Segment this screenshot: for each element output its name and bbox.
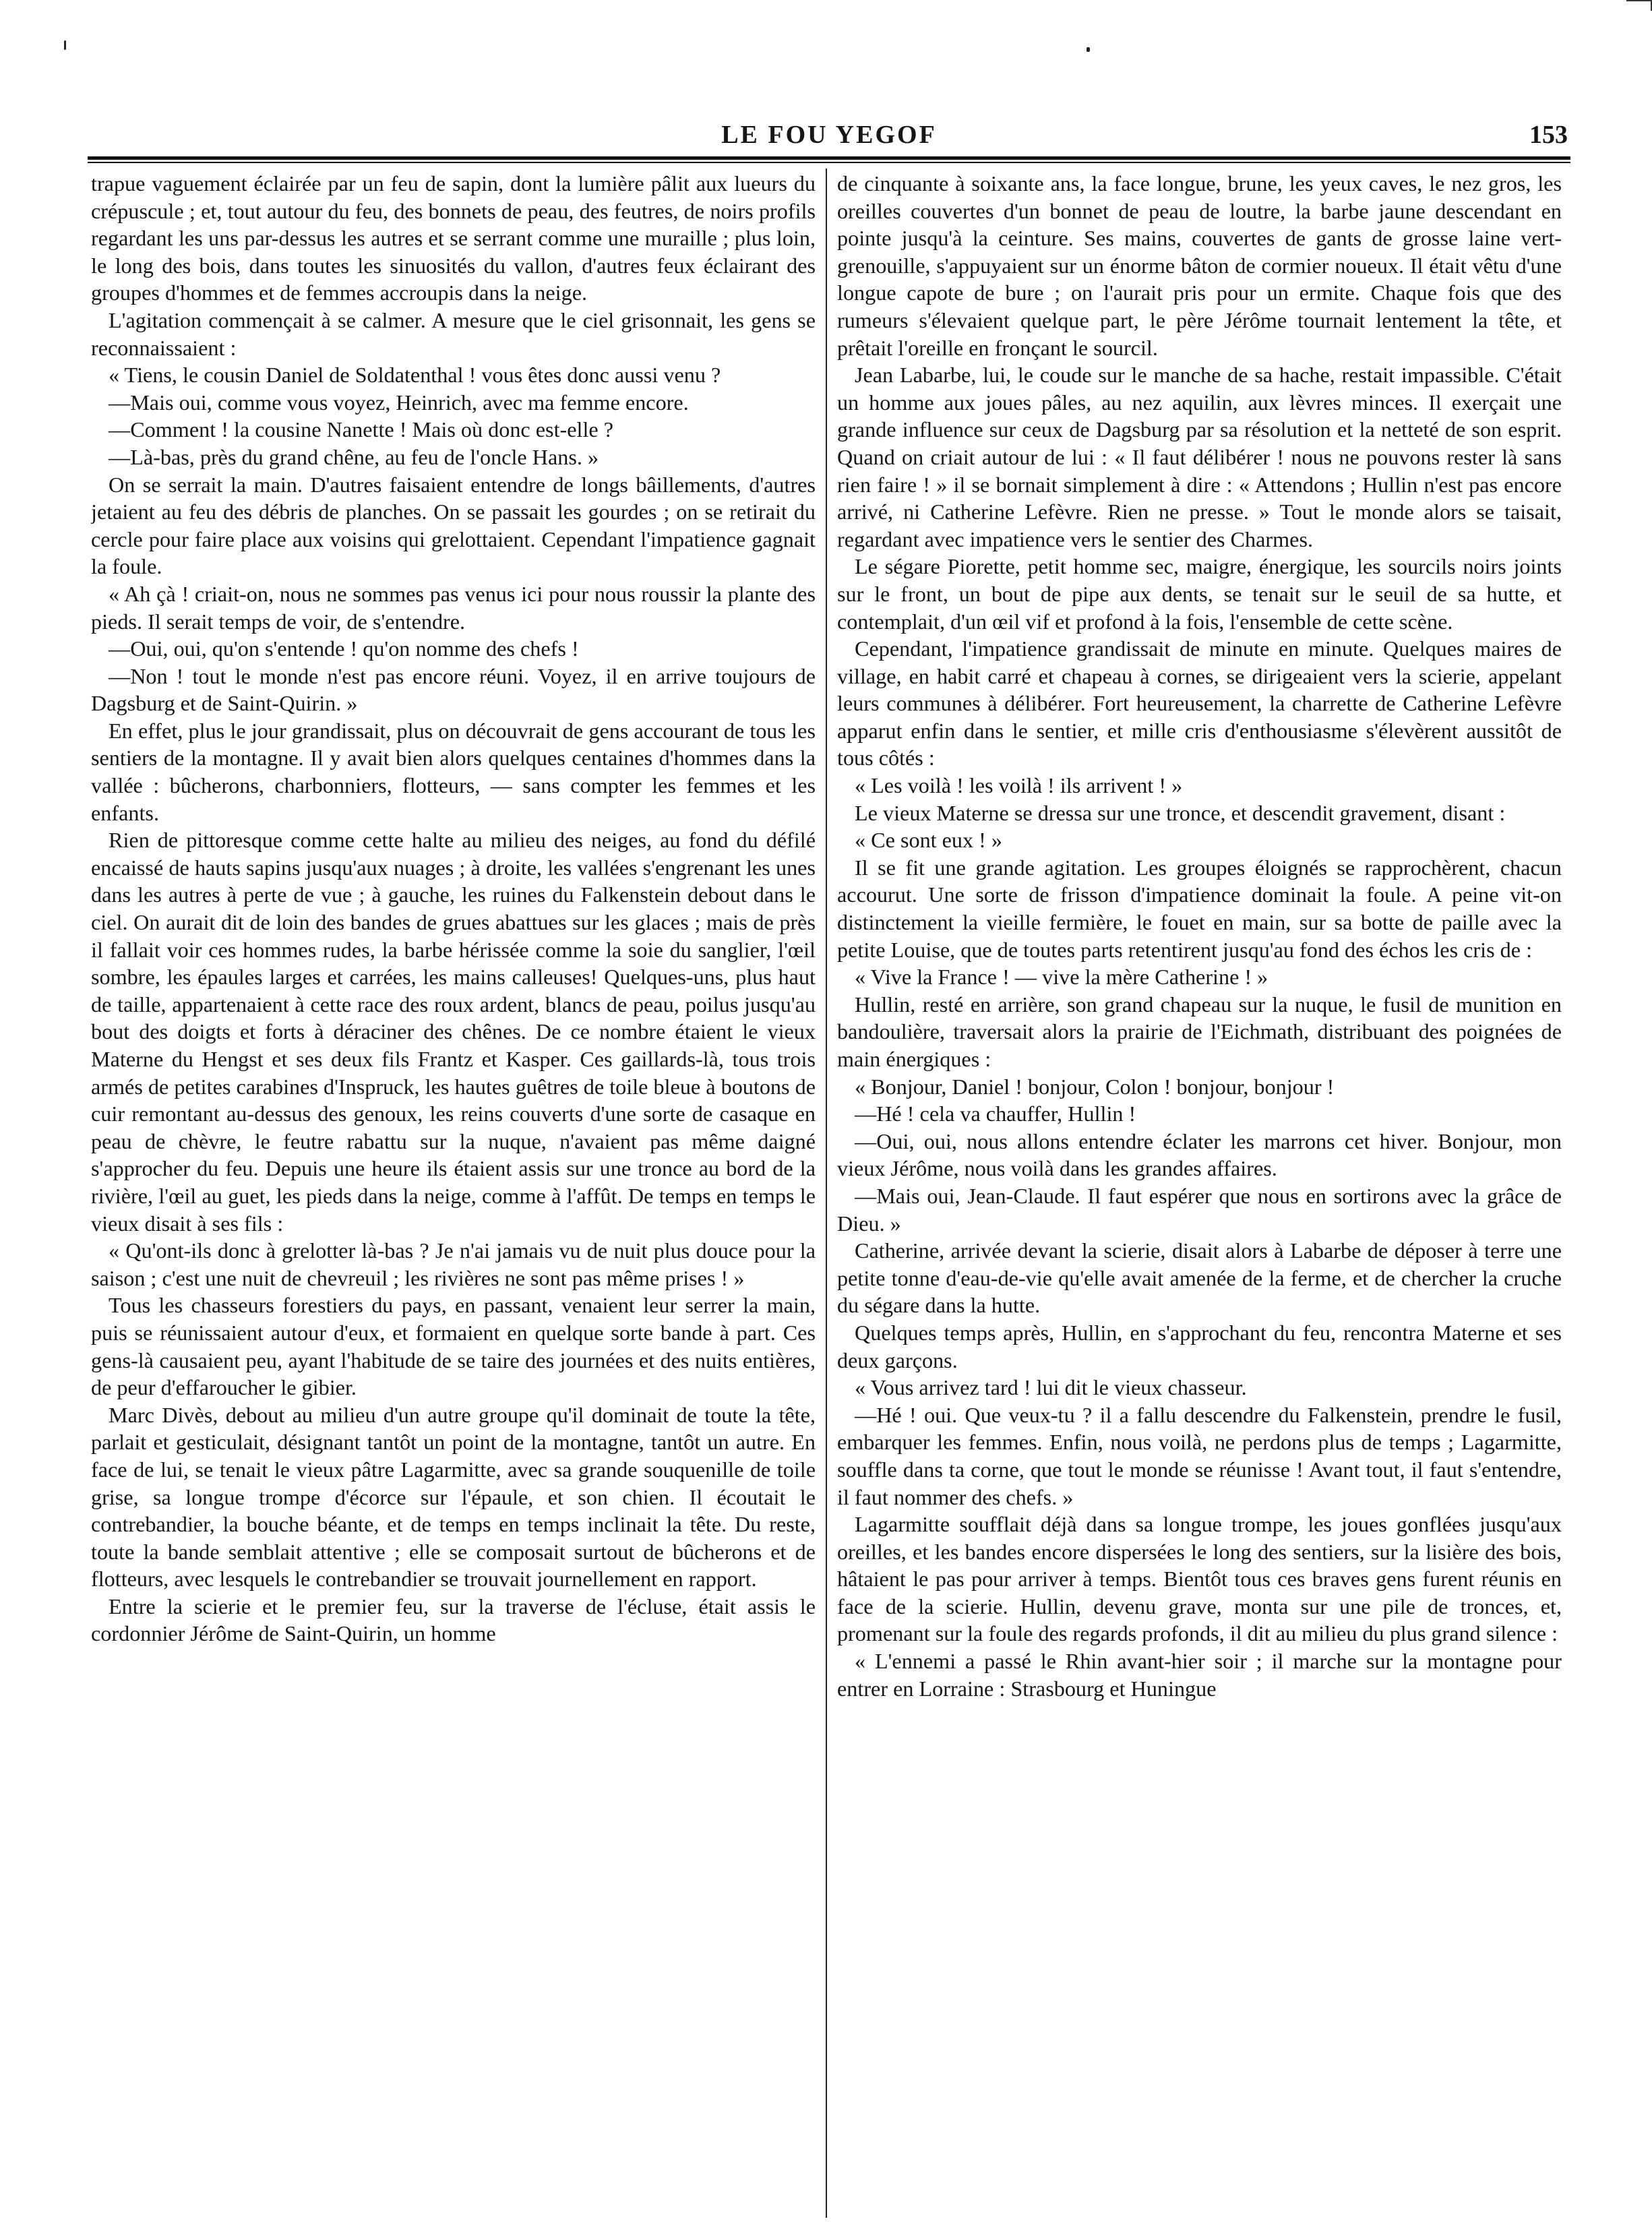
paragraph: —Comment ! la cousine Nanette ! Mais où donc est-elle ? bbox=[109, 417, 614, 442]
paragraph: trapue vaguement éclairée par un feu de sapin, dont la lumière pâlit aux lueurs du crépuscule ; et, tout autour du feu, des bonnets de peau, des feutres, de noirs profils regardant les uns par-dessus les autres et se serrant comme une muraille ; plus loin, le long des bois, dans toutes les sinuosités du vallon, d'autres feux éclairant des groupes d'hommes et de femmes accroupis dans la neige. bbox=[91, 171, 816, 305]
paragraph: « L'ennemi a passé le Rhin avant-hier soir ; il marche sur la montagne pour entrer en Lorraine : Strasbourg et Huningue bbox=[837, 1649, 1562, 1701]
scan-speck bbox=[64, 40, 66, 50]
paragraph: —Mais oui, comme vous voyez, Heinrich, avec ma femme encore. bbox=[109, 390, 689, 415]
paragraph: —Hé ! cela va chauffer, Hullin ! bbox=[855, 1101, 1136, 1126]
paragraph: Tous les chasseurs forestiers du pays, en passant, venaient leur serrer la main, puis se réunissaient autour d'eux, et formaient en quelque sorte bande à part. Ces gens-là causaient peu, ayant l'habitude de se taire des journées et des nuits entières, de peur d'effaroucher le gibier. bbox=[91, 1293, 816, 1400]
paragraph: de cinquante à soixante ans, la face longue, brune, les yeux caves, le nez gros, les oreilles couvertes d'un bonnet de peau de loutre, la barbe jaune descendant en pointe jusqu'à la ceinture. Ses mains, couvertes de gants de grosse laine vert-grenouille, s'appuyaient sur un énorme bâton de cormier noueux. Il était vêtu d'une longue capote de bure ; on l'aurait pris pour un ermite. Chaque fois que des rumeurs s'élevaient quelque part, le père Jérôme tournait lentement la tête, et prêtait l'oreille en fronçant le sourcil. bbox=[837, 171, 1562, 360]
paragraph: Cependant, l'impatience grandissait de minute en minute. Quelques maires de village, en habit carré et chapeau à cornes, se dirigeaient vers la scierie, appelant leurs communes à délibérer. Fort heureusement, la charrette de Catherine Lefèvre apparut enfin dans le sentier, et mille cris d'enthousiasme s'élevèrent aussitôt de tous côtés : bbox=[837, 636, 1562, 770]
paragraph: —Non ! tout le monde n'est pas encore réuni. Voyez, il en arrive toujours de Dagsburg et de Saint-Quirin. » bbox=[91, 663, 816, 716]
paragraph: Le ségare Piorette, petit homme sec, maigre, énergique, les sourcils noirs joints sur le front, un bout de pipe aux dents, se tenait sur le seuil de sa hutte, et contemplait, d'un œil vif et profond à la fois, l'ensemble de cette scène. bbox=[837, 554, 1562, 634]
paragraph: —Là-bas, près du grand chêne, au feu de l'oncle Hans. » bbox=[109, 444, 599, 469]
paragraph: « Ce sont eux ! » bbox=[855, 828, 1003, 853]
paragraph: Il se fit une grande agitation. Les groupes éloignés se rapprochèrent, chacun accourut. Une sorte de frisson d'impatience dominait la foule. A peine vit-on distinctement la vieille fermière, le fouet en main, sur sa botte de paille avec la petite Louise, que de toutes parts retentirent jusqu'au fond des échos les cris de : bbox=[837, 855, 1562, 962]
header-rule bbox=[88, 156, 1570, 163]
paragraph: « Vous arrivez tard ! lui dit le vieux chasseur. bbox=[855, 1375, 1247, 1400]
paragraph: Rien de pittoresque comme cette halte au milieu des neiges, au fond du défilé encaissé de hauts sapins jusqu'aux nuages ; à droite, les vallées s'engrenant les unes dans les autres à perte de vue ; à gauche, les ruines du Falkenstein debout dans le ciel. On aurait dit de loin des bandes de grues abattues sur les glaces ; mais de près il fallait voir ces hommes rudes, la barbe hérissée comme la soie du sanglier, l'œil sombre, les épaules larges et carrées, les mains calleuses! Quelques-uns, plus haut de taille, appartenaient à cette race des roux ardent, blancs de peau, poilus jusqu'au bout des doigts et forts à déraciner des chênes. De ce nombre étaient le vieux Materne du Hengst et ses deux fils Frantz et Kasper. Ces gaillards-là, tous trois armés de petites carabines d'Inspruck, les hautes guêtres de toile bleue à boutons de cuir remontant au-dessus des genoux, les reins couverts d'une sorte de casaque en peau de chèvre, le feutre rabattu sur la nuque, n'avaient pas même daigné s'approcher du feu. Depuis une heure ils étaient assis sur une tronce au bord de la rivière, l'œil au guet, les pieds dans la neige, comme à l'affût. De temps en temps le vieux disait à ses fils : bbox=[91, 828, 816, 1236]
paragraph: En effet, plus le jour grandissait, plus on découvrait de gens accourant de tous les sentiers de la montagne. Il y avait bien alors quelques centaines d'hommes dans la vallée : bûcherons, charbonniers, flotteurs, — sans compter les femmes et les enfants. bbox=[91, 718, 816, 825]
paragraph: Marc Divès, debout au milieu d'un autre groupe qu'il dominait de toute la tête, parlait et gesticulait, désignant tantôt un point de la montagne, tantôt un autre. En face de lui, se tenait le vieux pâtre Lagarmitte, avec sa grande souquenille de toile grise, sa longue trompe d'écorce sur l'épaule, et son chien. Il écoutait le contrebandier, la bouche béante, et de temps en temps inclinait la tête. Du reste, toute la bande semblait attentive ; elle se composait surtout de bûcherons et de flotteurs, avec lesquels le contrebandier se trouvait journellement en rapport. bbox=[91, 1402, 816, 1592]
scan-corner-mark bbox=[1626, 0, 1652, 11]
paragraph: Quelques temps après, Hullin, en s'approchant du feu, rencontra Materne et ses deux garçons. bbox=[837, 1320, 1562, 1372]
page-number: 153 bbox=[1529, 121, 1568, 149]
paragraph: « Bonjour, Daniel ! bonjour, Colon ! bonjour, bonjour ! bbox=[855, 1074, 1335, 1099]
paragraph: « Ah çà ! criait-on, nous ne sommes pas venus ici pour nous roussir la plante des pieds. Il serait temps de voir, de s'entendre. bbox=[91, 581, 816, 634]
page-header bbox=[88, 120, 1570, 151]
paragraph: Catherine, arrivée devant la scierie, disait alors à Labarbe de déposer à terre une petite tonne d'eau-de-vie qu'elle avait amenée de la ferme, et de chercher la cruche du ségare dans la hutte. bbox=[837, 1238, 1562, 1318]
paragraph: Entre la scierie et le premier feu, sur la traverse de l'écluse, était assis le cordonnier Jérôme de Saint-Quirin, un homme bbox=[91, 1594, 816, 1646]
paragraph: —Oui, oui, nous allons entendre éclater les marrons cet hiver. Bonjour, mon vieux Jérôme, nous voilà dans les grandes affaires. bbox=[837, 1128, 1562, 1181]
paragraph: Lagarmitte soufflait déjà dans sa longue trompe, les joues gonflées jusqu'aux oreilles, et les bandes encore dispersées le long des sentiers, sur la lisière des bois, hâtaient le pas pour arriver à temps. Bientôt tous ces braves gens furent réunis en face de la scierie. Hullin, devenu grave, monta sur une pile de tronces, et, promenant sur la foule des regards profonds, il dit au milieu du plus grand silence : bbox=[837, 1512, 1562, 1646]
paragraph: Le vieux Materne se dressa sur une tronce, et descendit gravement, disant : bbox=[855, 800, 1506, 825]
paragraph: L'agitation commençait à se calmer. A mesure que le ciel grisonnait, les gens se reconnaissaient : bbox=[91, 307, 816, 360]
right-column bbox=[837, 170, 1562, 2219]
paragraph: —Mais oui, Jean-Claude. Il faut espérer que nous en sortirons avec la grâce de Dieu. » bbox=[837, 1183, 1562, 1236]
paragraph: « Vive la France ! — vive la mère Catherine ! » bbox=[855, 965, 1268, 990]
paragraph: On se serrait la main. D'autres faisaient entendre de longs bâillements, d'autres jetaient au feu des débris de planches. On se passait les gourdes ; on se retirait du cercle pour faire place aux voisins qui grelottaient. Cependant l'impatience gagnait la foule. bbox=[91, 472, 816, 579]
left-column bbox=[91, 170, 816, 2219]
running-title: LE FOU YEGOF bbox=[721, 121, 937, 149]
paragraph: —Oui, oui, qu'on s'entende ! qu'on nomme des chefs ! bbox=[109, 636, 579, 661]
paragraph: —Hé ! oui. Que veux-tu ? il a fallu descendre du Falkenstein, prendre le fusil, embarquer les femmes. Enfin, nous voilà, ne perdons plus de temps ; Lagarmitte, souffle dans ta corne, que tout le monde se réunisse ! Avant tout, il faut s'entendre, il faut nommer des chefs. » bbox=[837, 1402, 1562, 1509]
paragraph: « Tiens, le cousin Daniel de Soldatenthal ! vous êtes donc aussi venu ? bbox=[109, 363, 721, 388]
paragraph: Jean Labarbe, lui, le coude sur le manche de sa hache, restait impassible. C'était un homme aux joues pâles, au nez aquilin, aux lèvres minces. Il exerçait une grande influence sur ceux de Dagsburg par sa résolution et la netteté de son esprit. Quand on criait autour de lui : « Il faut délibérer ! nous ne pouvons rester là sans rien faire ! » il se bornait simplement à dire : « Attendons ; Hullin n'est pas encore arrivé, ni Catherine Lefèvre. Rien ne presse. » Tout le monde alors se taisait, regardant avec impatience vers le sentier des Charmes. bbox=[837, 363, 1562, 551]
column-divider bbox=[826, 169, 827, 2218]
paragraph: « Qu'ont-ils donc à grelotter là-bas ? Je n'ai jamais vu de nuit plus douce pour la saison ; c'est une nuit de chevreuil ; les rivières ne sont pas même prises ! » bbox=[91, 1238, 816, 1290]
paragraph: « Les voilà ! les voilà ! ils arrivent ! » bbox=[855, 773, 1183, 798]
paragraph: Hullin, resté en arrière, son grand chapeau sur la nuque, le fusil de munition en bandoulière, traversait alors la prairie de l'Eichmath, distribuant des poignées de main énergiques : bbox=[837, 992, 1562, 1071]
scan-speck bbox=[1087, 47, 1090, 52]
